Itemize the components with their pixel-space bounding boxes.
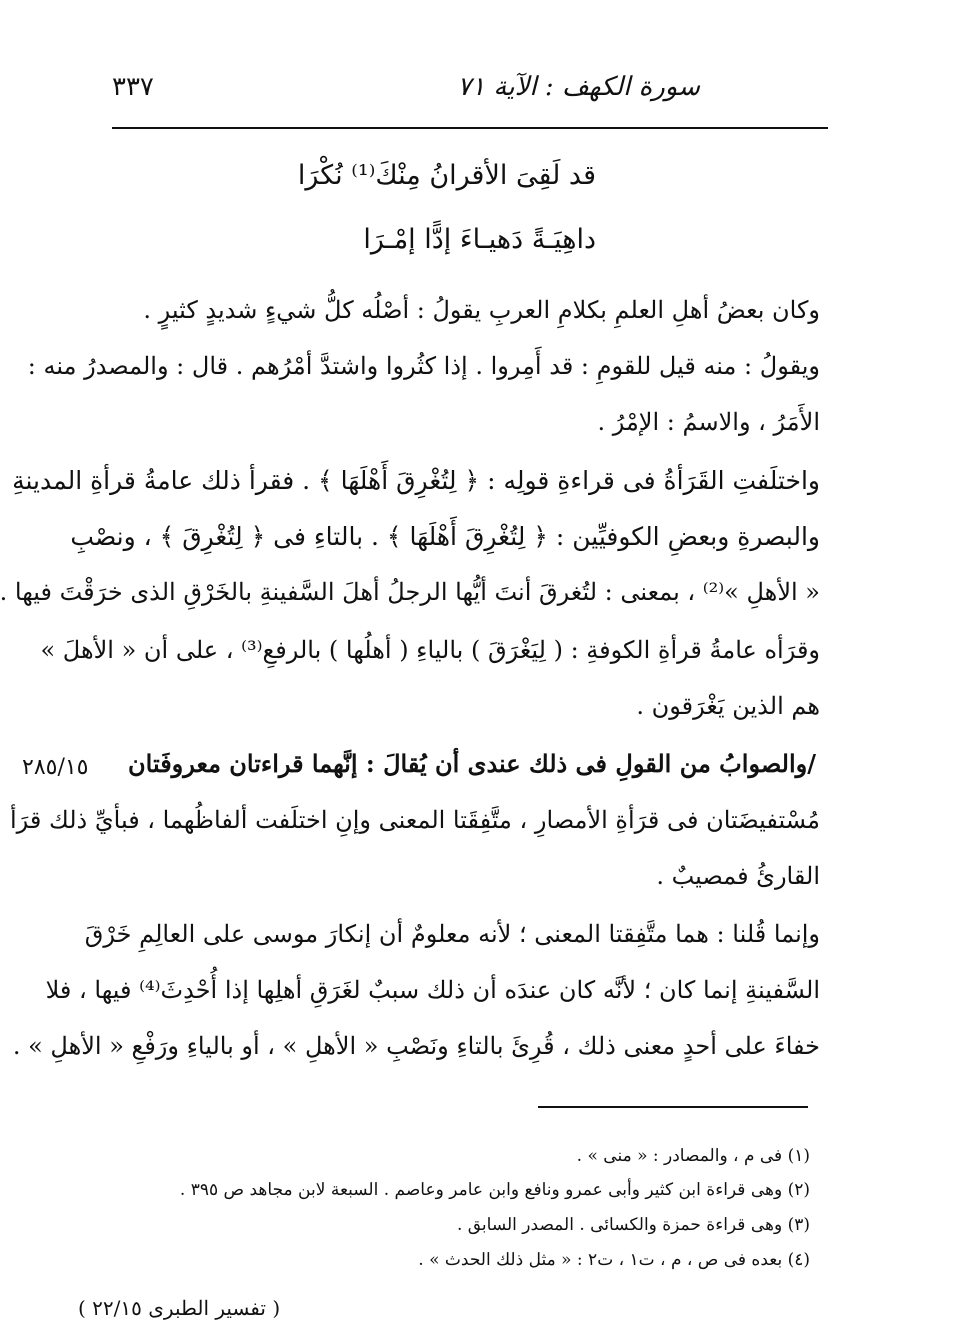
body-line-13: السَّفينةِ إنما كان ؛ لأنَّه كان عندَه أن ذلك سببٌ لغَرَقِ أهلِها إذا أُحْدِثَ⁽⁴⁾ فيها ، فلا [45,976,820,1004]
body-line-5: والبصرةِ وبعضِ الكوفيِّين : ﴿ لِتُغْرِقَ أَهْلَهَا ﴾ . بالتاءِ فى ﴿ لِتُغْرِقَ ﴾ ، ونصْبِ [70,522,820,551]
body-line-14: خفاءَ على أحدٍ معنى ذلك ، قُرِئَ بالتاءِ ونَصْبِ « الأهلِ » ، أو بالياءِ ورَفْعِ « الأهلِ » . [12,1032,820,1060]
body-line-4: واختلَفتِ القَرَأةُ فى قراءةِ قولِه : ﴿ لِتُغْرِقَ أَهْلَهَا ﴾ . فقرأ ذلك عامةُ قرأةِ المدينةِ [12,466,820,495]
verse-line-2: داهِيَـةً دَهيـاءَ إدًّا إمْـرَا [363,224,596,255]
body-line-3: الأَمَرُ ، والاسمُ : الإمْرُ . [597,408,820,436]
body-line-7: وقرَأه عامةُ قرأةِ الكوفةِ : ( لِيَغْرَقَ ) بالياءِ ( أهلُها ) بالرفعِ⁽³⁾ ، على أن « الأهلَ » [40,636,820,664]
running-header [112,72,828,112]
footnote-1: (١) فى م ، والمصادر : « منى » . [576,1146,810,1166]
margin-page-reference: ٢٨٥/١٥ [22,755,89,780]
body-line-10: مُسْتفيضَتان فى قرَأةِ الأمصارِ ، متَّفِقَتا المعنى وإنِ اختلَفت ألفاظُهما ، فبأيِّ ذلك قرَأ [9,806,820,834]
footnote-2: (٢) وهى قراءة ابن كثير وأبى عمرو ونافع وابن عامر وعاصم . السبعة لابن مجاهد ص ٣٩٥ . [179,1180,810,1200]
header-title: سورة الكهف : الآية ٧١ [457,72,700,102]
body-line-1: وكان بعضُ أهلِ العلمِ بكلامِ العربِ يقولُ : أصْلُه كلُّ شيءٍ شديدٍ كثيرٍ . [143,296,820,324]
body-line-6: « الأهلِ »⁽²⁾ ، بمعنى : لتُغرقَ أنتَ أيُّها الرجلُ أهلَ السَّفينةِ بالخَرْقِ الذى خرَقْتَ فيها . [0,578,820,606]
body-line-8: هم الذين يَغْرَقون . [636,692,820,720]
body-line-2: ويقولُ : منه قيل للقومِ : قد أَمِروا . إذا كثُروا واشتدَّ أمْرُهم . قال : والمصدرُ منه : [27,352,820,380]
footnote-4: (٤) بعده فى ص ، م ، ت١ ، ت٢ : « مثل ذلك الحدث » . [418,1250,810,1270]
body-line-12: وإنما قُلنا : هما متَّفِقتا المعنى ؛ لأنه معلومٌ أن إنكارَ موسى على العالِمِ خَرْقَ [84,920,820,948]
header-rule [112,127,828,129]
footnote-rule [538,1106,808,1108]
bottom-reference: ( تفسير الطبرى ٢٢/١٥ ) [78,1296,281,1320]
body-line-9: /والصوابُ من القولِ فى ذلك عندى أن يُقالَ : إنَّهما قراءتان معروفَتان [128,749,816,778]
footnote-3: (٣) وهى قراءة حمزة والكسائى . المصدر السابق . [456,1215,810,1235]
verse-line-1: قد لَقِىَ الأقرانُ مِنْكَ⁽¹⁾ نُكْرَا [297,160,596,191]
page-number: ٣٣٧ [112,72,154,102]
body-line-11: القارئُ فمصيبٌ . [656,862,820,890]
